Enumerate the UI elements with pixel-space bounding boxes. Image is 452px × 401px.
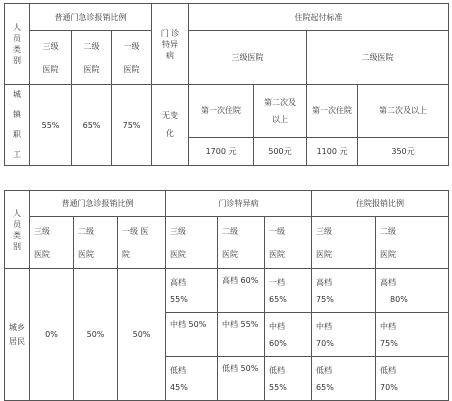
header-i-level3: 三级 医院 [312, 217, 376, 269]
i2-low: 低档 70% [376, 357, 449, 401]
header-category-2: 人 员 类 别 [5, 191, 30, 269]
i2-mid: 中档 75% [376, 313, 449, 357]
s3-mid: 中档 50% [166, 313, 218, 357]
i3-high: 高档 75% [312, 269, 376, 313]
header-first-stay-l2: 第一次住院 [307, 85, 358, 138]
table-urban-rural-residents [4, 190, 449, 401]
fee-l2-first: 1100 元 [307, 137, 358, 165]
s1-mid: 中档 60% [265, 313, 312, 357]
header-s-level3: 三级 医院 [166, 217, 218, 269]
rate-level3: 55% [30, 85, 72, 166]
header-g-level1: 一级 医 院 [118, 217, 166, 269]
header-s-level2: 二级 医院 [218, 217, 265, 269]
header-inpatient-threshold: 住院起付标准 [189, 4, 449, 31]
rate-level1: 75% [112, 85, 152, 166]
header-level1: 一级 医院 [112, 31, 152, 85]
fee-l2-second: 350元 [358, 137, 449, 165]
rate-level2: 65% [72, 85, 112, 166]
i2-high: 高档 80% [376, 269, 449, 313]
header-special-outpatient-2: 门诊特异病 [166, 191, 312, 217]
header-general-outpatient-2: 普通门急诊报销比例 [30, 191, 166, 217]
table-urban-employees [4, 3, 449, 166]
header-second-stay-l3: 第二次及 以上 [254, 85, 307, 138]
header-second-stay-l2: 第二次及以上 [358, 85, 449, 138]
header-inpatient-ratio: 住院报销比例 [312, 191, 449, 217]
rate-g2: 50% [74, 269, 118, 401]
i3-low: 低档 65% [312, 357, 376, 401]
header-special-outpatient: 门 诊 特异 病 [152, 4, 189, 85]
special-outpatient-value: 无变 化 [152, 85, 189, 166]
row-label-urban-employees: 城 镇 职 工 [5, 85, 30, 166]
header-category: 人 员 类 别 [5, 4, 30, 85]
fee-l3-first: 1700 元 [189, 137, 254, 165]
s2-high: 高档 60% [218, 269, 265, 313]
header-s-level1: 一级 医院 [265, 217, 312, 269]
header-level3: 三级 医院 [30, 31, 72, 85]
s3-high: 高档 55% [166, 269, 218, 313]
s2-low: 低档 50% [218, 357, 265, 401]
header-g-level3: 三级 医院 [30, 217, 74, 269]
s1-high: 一档 65% [265, 269, 312, 313]
rate-g3: 0% [30, 269, 74, 401]
rate-g1: 50% [118, 269, 166, 401]
header-level2: 二级 医院 [72, 31, 112, 85]
header-inpatient-level2: 二级医院 [307, 31, 449, 85]
s3-low: 低档 45% [166, 357, 218, 401]
header-g-level2: 二级 医院 [74, 217, 118, 269]
s1-low: 低档 55% [265, 357, 312, 401]
header-first-stay-l3: 第一次住院 [189, 85, 254, 138]
header-inpatient-level3: 三级医院 [189, 31, 307, 85]
s2-mid: 中档 55% [218, 313, 265, 357]
row-label-urban-rural: 城乡 居民 [5, 269, 30, 401]
i3-mid: 中档 70% [312, 313, 376, 357]
fee-l3-second: 500元 [254, 137, 307, 165]
header-general-outpatient: 普通门急诊报销比例 [30, 4, 152, 31]
header-i-level2: 二级 医院 [376, 217, 449, 269]
